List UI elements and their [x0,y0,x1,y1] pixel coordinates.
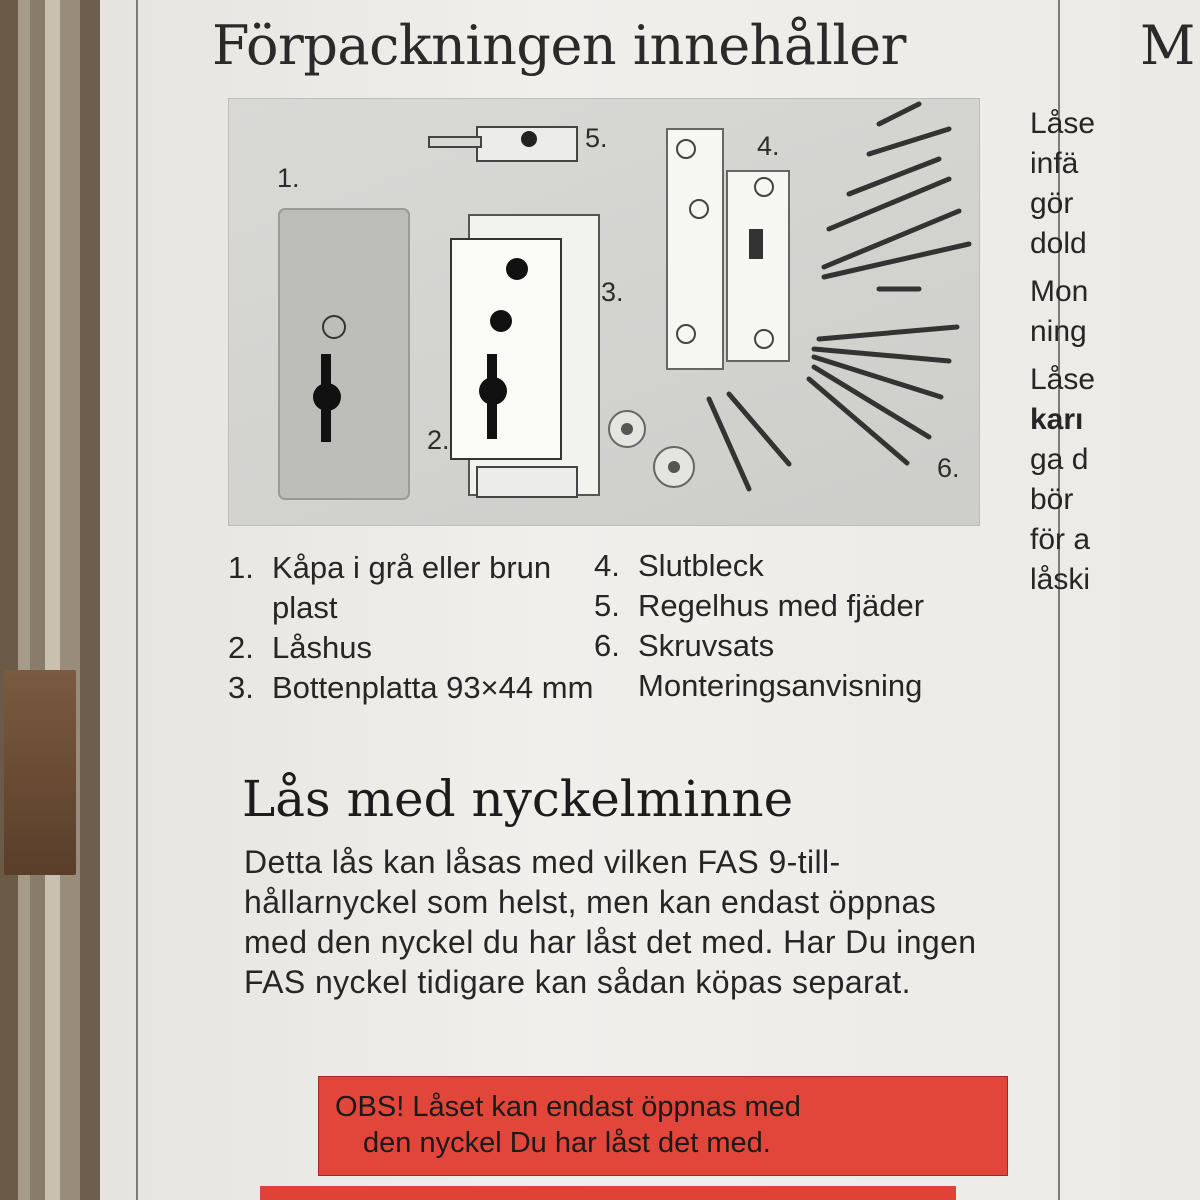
parts-photo [228,98,980,526]
list-item [594,666,1028,706]
warning-line-1: OBS! Låset kan endast öppnas med [335,1091,801,1123]
part-cover: Kåpa i grå eller brun plast [272,550,552,625]
list-item: 5. Regelhus med fjäder [594,586,1028,626]
list-item: 1. Kåpa i grå eller brun plast [228,548,602,628]
column-rule-left [136,0,138,1200]
part-screw-set: Skruvsats [638,628,775,663]
svg-text:3.: 3. [601,277,624,307]
svg-text:5.: 5. [585,123,608,153]
list-item: 2. Låshus [228,628,602,668]
section-title: Lås med nyckelminne [242,770,794,828]
svg-text:4.: 4. [757,131,780,161]
red-banner-edge [260,1186,956,1200]
warning-line-2: den nyckel Du har låst det med. [363,1127,771,1159]
parts-list-right [594,546,1028,706]
part-bolt-housing: Regelhus med fjäder [638,588,925,623]
svg-text:6.: 6. [937,453,960,483]
parts-illustration [229,99,980,526]
right-column-text: Låse infä gör dold Mon ning Låse karı ga d bör för a låski [1030,107,1096,596]
part-baseplate: Bottenplatta 93×44 mm [272,670,594,705]
parts-list-left [228,548,602,708]
part-strike-plate: Slutbleck [638,548,764,583]
list-item: 3. Bottenplatta 93×44 mm [228,668,602,708]
section-body: Detta lås kan låsas med vilken FAS 9-till-hållarnyckel som helst, men kan endast öppnas med den nyckel du har låst det med. Har Du ingen FAS nyckel tidigare kan sådan köpas separat. [244,844,977,1000]
list-item: 4. Slutbleck [594,546,1028,586]
warning-box [318,1076,1008,1176]
part-lock-body: Låshus [272,630,372,665]
svg-text:1.: 1. [277,163,300,193]
part-instructions: Monteringsanvisning [638,668,923,703]
lock-photo-strip [0,0,110,1200]
lock-housing-photo [4,670,76,875]
right-column-heading: M [1140,14,1196,77]
package-contents-heading: Förpackningen innehåller [212,14,906,77]
list-item: 6. Skruvsats [594,626,1028,666]
svg-text:2.: 2. [427,425,450,455]
